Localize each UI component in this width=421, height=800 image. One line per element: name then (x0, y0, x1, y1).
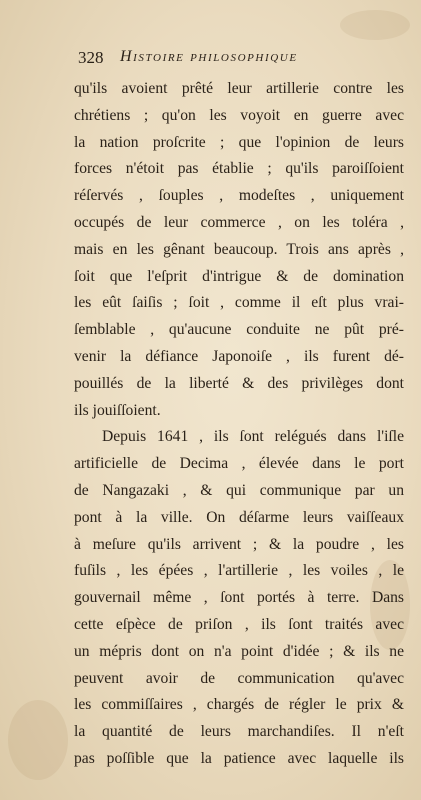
text-line: ſemblable , qu'aucune conduite ne pût pré- (74, 321, 404, 339)
text-line: venir la défiance Japonoiſe , ils furent dé- (74, 347, 404, 365)
text-line-paragraph-end: ils jouiſſoient. (74, 401, 161, 419)
text-line: pouillés de la liberté & des privilèges dont (74, 374, 404, 392)
page-number: 328 (78, 48, 104, 67)
text-line: la nation proſcrite ; que l'opinion de leurs (74, 133, 404, 151)
text-line: pas poſſible que la patience avec laquelle ils (74, 749, 404, 767)
text-line: cette eſpèce de priſon , ils ſont traités avec (74, 615, 404, 633)
text-line: à meſure qu'ils arrivent ; & la poudre , les (74, 535, 404, 553)
text-line: ſoit que l'eſprit d'intrigue & de domination (74, 267, 404, 285)
text-line: de Nangazaki , & qui communique par un (74, 481, 404, 499)
paper-stain (8, 700, 68, 780)
text-line: gouvernail même , ſont portés à terre. Dans (74, 589, 404, 607)
paper-stain (340, 10, 410, 40)
text-line: les eût ſaiſis ; ſoit , comme il eſt plus vrai- (74, 294, 404, 312)
text-line: qu'ils avoient prêté leur artillerie contre les (74, 80, 404, 97)
text-line: fuſils , les épées , l'artillerie , les voiles , le (74, 562, 404, 580)
text-line: forces n'étoit pas établie ; qu'ils paroiſſoient (74, 160, 404, 178)
page-header (78, 48, 398, 72)
text-line: occupés de leur commerce , on les toléra , (74, 213, 404, 231)
text-line: artificielle de Decima , élevée dans le port (74, 455, 404, 473)
text-line: les commiſſaires , chargés de régler le prix & (74, 696, 404, 714)
text-line: la quantité de leurs marchandiſes. Il n'eſt (74, 723, 404, 741)
text-line: peuvent avoir de communication qu'avec (74, 669, 404, 687)
body-text (74, 76, 404, 773)
text-line: chrétiens ; qu'on les voyoit en guerre avec (74, 106, 404, 124)
text-line: un mépris dont on n'a point d'idée ; & ils ne (74, 642, 404, 660)
text-line: réſervés , ſouples , modeſtes , uniquement (74, 187, 404, 205)
text-line-paragraph-start: Depuis 1641 , ils ſont relégués dans l'iſle (102, 428, 404, 446)
text-line: mais en les gênant beaucoup. Trois ans après , (74, 240, 404, 258)
running-title: Histoire philosophique (120, 48, 298, 65)
text-line: pont à la ville. On déſarme leurs vaiſſeaux (74, 508, 404, 526)
